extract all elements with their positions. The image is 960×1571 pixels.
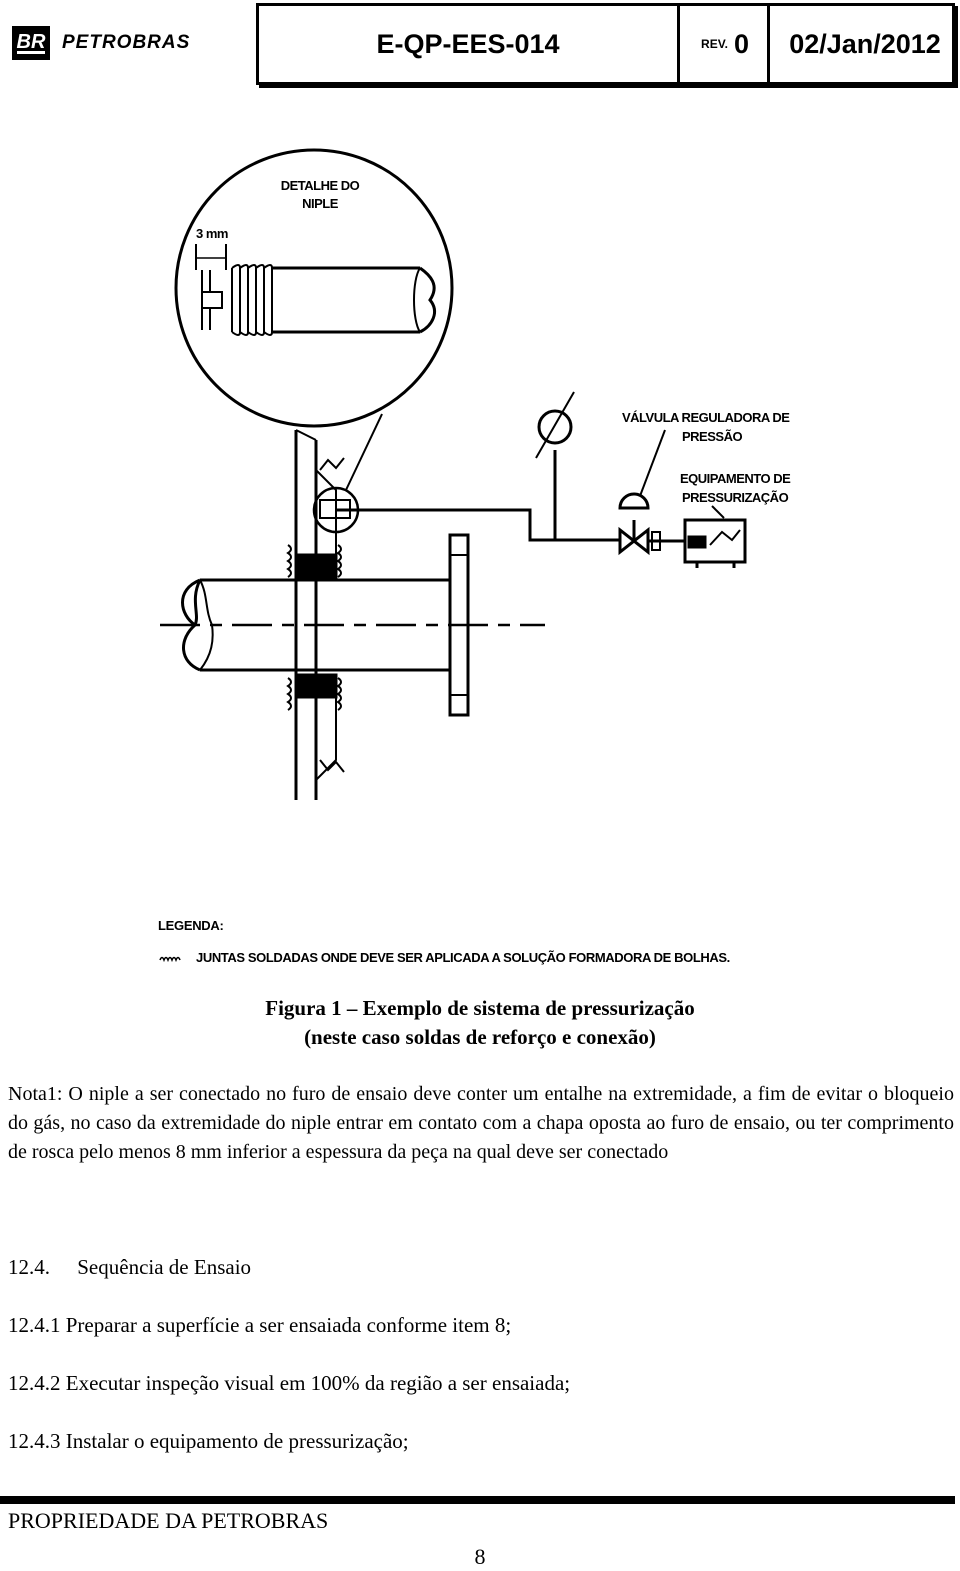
petrobras-logo — [12, 26, 190, 60]
revision-value: 0 — [733, 28, 749, 59]
valve-label-2: PRESSÃO — [682, 429, 743, 444]
document-date: 02/Jan/2012 — [767, 6, 960, 82]
equipment-label-2: PRESSURIZAÇÃO — [682, 490, 789, 505]
revision — [677, 6, 770, 82]
nipple-detail — [202, 265, 435, 335]
logo-name: PETROBRAS — [62, 32, 191, 53]
legend-item-text: JUNTAS SOLDADAS ONDE DEVE SER APLICADA A SOLUÇÃO FORMADORA DE BOLHAS. — [196, 950, 730, 965]
document-header-box — [256, 3, 955, 85]
document-code: E-QP-EES-014 — [376, 28, 560, 59]
section-heading — [8, 1255, 251, 1280]
legend-title: LEGENDA: — [158, 918, 224, 933]
plate — [288, 430, 344, 800]
page-number: 8 — [474, 1544, 486, 1569]
section-title: Sequência de Ensaio — [77, 1255, 252, 1279]
legend-item — [158, 950, 730, 965]
footer-property: PROPRIEDADE DA PETROBRAS — [8, 1508, 329, 1533]
detail-title-1: DETALHE DO — [280, 178, 360, 193]
pressurization-equipment — [685, 520, 745, 568]
valve-label-1: VÁLVULA REGULADORA DE — [622, 410, 790, 425]
note-paragraph: Nota1: O niple a ser conectado no furo de ensaio deve conter um entalhe na extremidade, a fim de evitar o bloqueio do gás, no caso da extremidade do niple entrar em contato com a chapa oposta ao furo de ensaio, ou ter comprimento de rosca pelo menos 8 mm inferior a espessura da peça na qual deve ser conectado — [8, 1083, 954, 1163]
pressurization-diagram — [0, 90, 960, 990]
step-item: 12.4.3 Instalar o equipamento de pressurização; — [8, 1429, 409, 1453]
figure-caption-line2: (neste caso soldas de reforço e conexão) — [304, 1025, 656, 1049]
detail-title-2: NIPLE — [302, 196, 338, 211]
section-number: 12.4. — [8, 1255, 50, 1279]
dimension-label: 3 mm — [196, 226, 228, 241]
revision-label: REV. — [701, 37, 728, 51]
equipment-label-1: EQUIPAMENTO DE — [680, 471, 791, 486]
pressure-regulator-valve — [620, 494, 685, 552]
weld-symbol-icon — [158, 953, 182, 963]
step-item: 12.4.2 Executar inspeção visual em 100% da região a ser ensaiada; — [8, 1371, 571, 1395]
footer-divider — [0, 1496, 955, 1504]
step-item: 12.4.1 Preparar a superfície a ser ensaiada conforme item 8; — [8, 1313, 512, 1337]
pipe — [160, 535, 545, 715]
figure-caption-line1: Figura 1 – Exemplo de sistema de pressurização — [265, 996, 695, 1020]
br-logo-icon: BR — [12, 26, 50, 60]
